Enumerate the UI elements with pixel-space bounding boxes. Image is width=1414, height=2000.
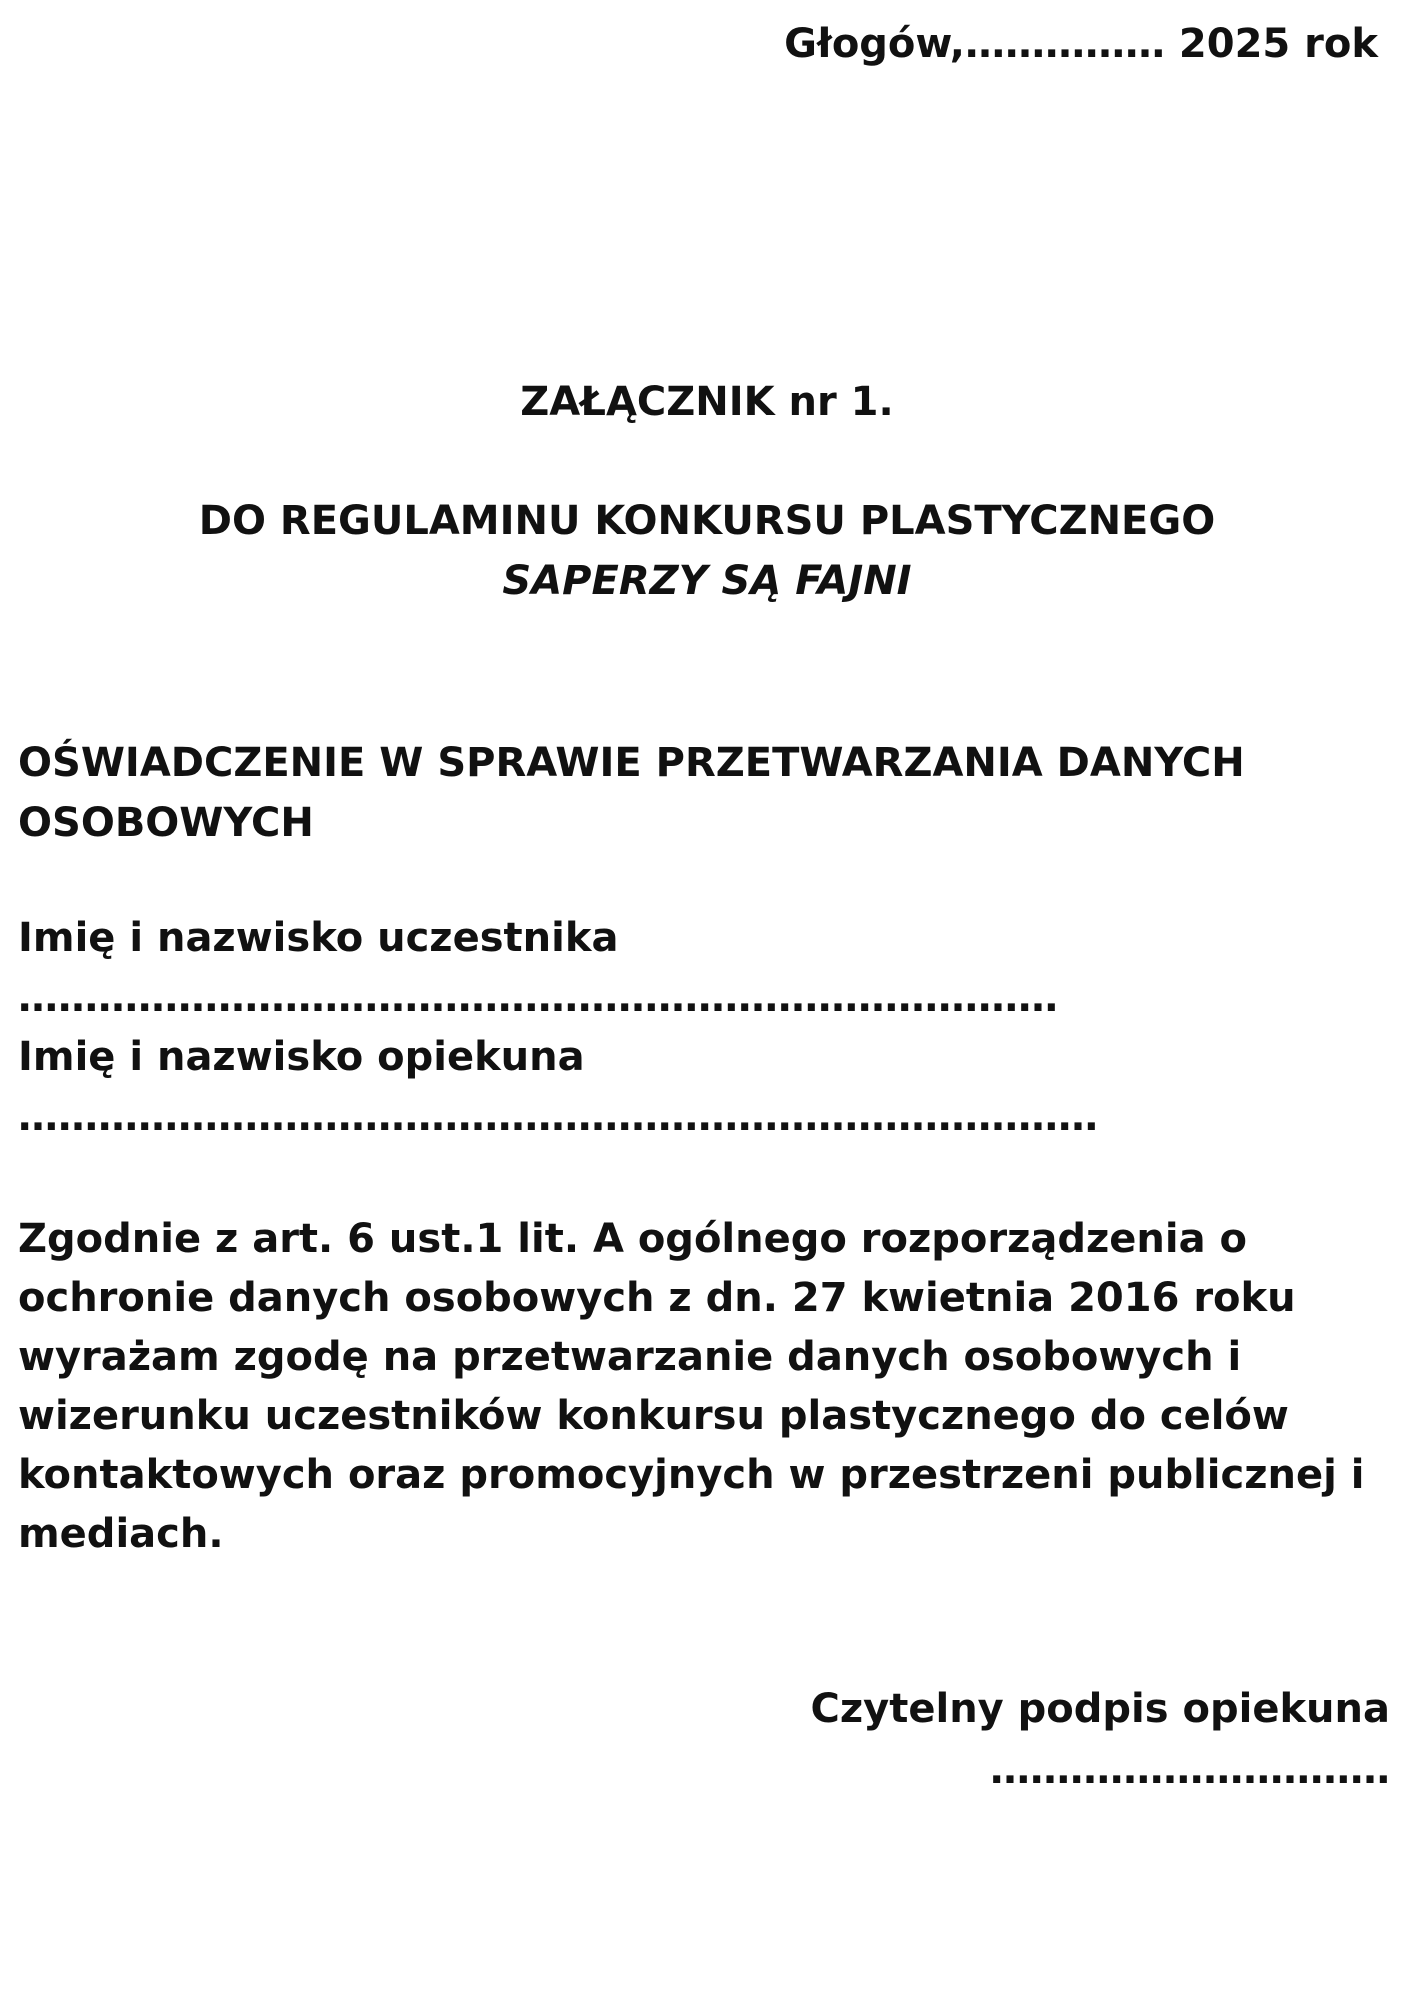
statement-heading: OŚWIADCZENIE W SPRAWIE PRZETWARZANIA DANYCH OSOBOWYCH — [18, 740, 1245, 846]
consent-paragraph: Zgodnie z art. 6 ust.1 lit. A ogólnego rozporządzenia o ochronie danych osobowych z dn. 27 kwietnia 2016 roku wyrażam zgodę na przetwarzanie danych osobowych i wizerunku uczestników konkursu plastycznego do celów kontaktowych oraz promocyjnych w przestrzeni publicznej i mediach. — [18, 1216, 1365, 1557]
signature-label: Czytelny podpis opiekuna — [810, 1686, 1390, 1732]
contest-name: SAPERZY SĄ FAJNI — [502, 558, 912, 604]
date-line: Głogów,…………… 2025 rok — [784, 21, 1378, 67]
signature-field[interactable]: ………………………… — [990, 1747, 1390, 1793]
participant-name-field[interactable]: …………………………………………………………………… — [18, 975, 1058, 1021]
annex-title: ZAŁĄCZNIK nr 1. — [520, 379, 894, 425]
regulation-title: DO REGULAMINU KONKURSU PLASTYCZNEGO — [198, 498, 1216, 544]
guardian-name-label: Imię i nazwisko opiekuna — [18, 1034, 585, 1080]
participant-name-label: Imię i nazwisko uczestnika — [18, 915, 619, 961]
guardian-name-field[interactable]: ……………………………………………………………………… — [18, 1094, 1098, 1140]
